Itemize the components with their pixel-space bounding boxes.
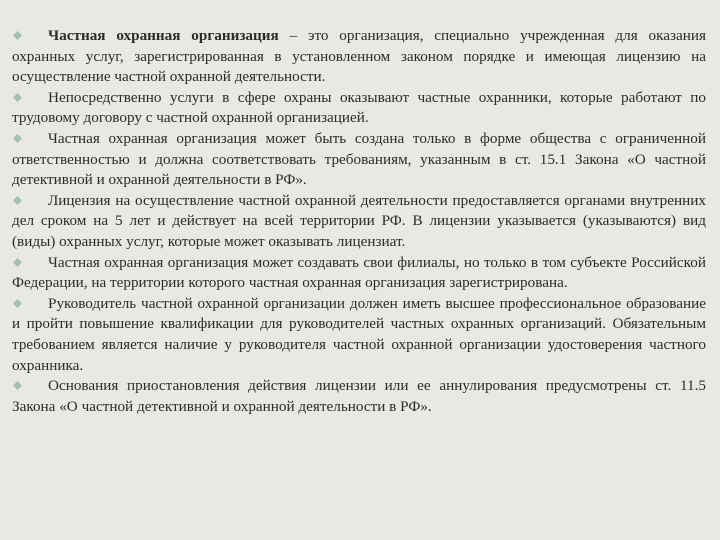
paragraph-3 — [12, 129, 706, 191]
slide-body — [12, 26, 706, 417]
paragraph-text: Руководитель частной охранной организации должен иметь высшее профессиональное образование и пройти повышение квалификации для руководителей частных охранных организаций. Обязательным требованием является наличие у руководителя частной охранной организации удостоверения частного охранника. — [12, 294, 706, 374]
diamond-bullet-icon — [13, 258, 22, 267]
paragraph-2 — [12, 88, 706, 129]
paragraph-6 — [12, 294, 706, 376]
paragraph-text: – это организация, специально учрежденная для оказания охранных услуг, зарегистрированная в установленном законом порядке и имеющая лицензию на осуществление частной охранной деятельности. — [12, 27, 706, 86]
paragraph-text: Лицензия на осуществление частной охранной деятельности предоставляется органами внутренних дел сроком на 5 лет и действует на всей территории РФ. В лицензии указывается (указываются) вид (виды) охранных услуг, которые может оказывать лицензиат. — [12, 191, 706, 250]
paragraph-5 — [12, 253, 706, 294]
paragraph-7 — [12, 376, 706, 417]
term-highlight: Частная охранная организация — [48, 27, 279, 44]
diamond-bullet-icon — [13, 31, 22, 40]
paragraph-text: Непосредственно услуги в сфере охраны оказывают частные охранники, которые работают по трудовому договору с частной охранной организацией. — [12, 88, 706, 127]
diamond-bullet-icon — [13, 134, 22, 143]
paragraph-text: Частная охранная организация может создавать свои филиалы, но только в том субъекте Российской Федерации, на территории которого частная охранная организация зарегистрирована. — [12, 253, 706, 292]
diamond-bullet-icon — [13, 93, 22, 102]
diamond-bullet-icon — [13, 196, 22, 205]
paragraph-text: Основания приостановления действия лицензии или ее аннулирования предусмотрены ст. 11.5 Закона «О частной детективной и охранной деятельности в РФ». — [12, 377, 706, 415]
paragraph-text: Частная охранная организация может быть создана только в форме общества с ограниченной ответственностью и должна соответствовать требованиям, указанным в ст. 15.1 Закона «О частной детективной и охранной деятельности в РФ». — [12, 129, 706, 189]
paragraph-4 — [12, 191, 706, 253]
diamond-bullet-icon — [13, 299, 22, 308]
diamond-bullet-icon — [13, 381, 22, 390]
paragraph-1 — [12, 26, 706, 88]
